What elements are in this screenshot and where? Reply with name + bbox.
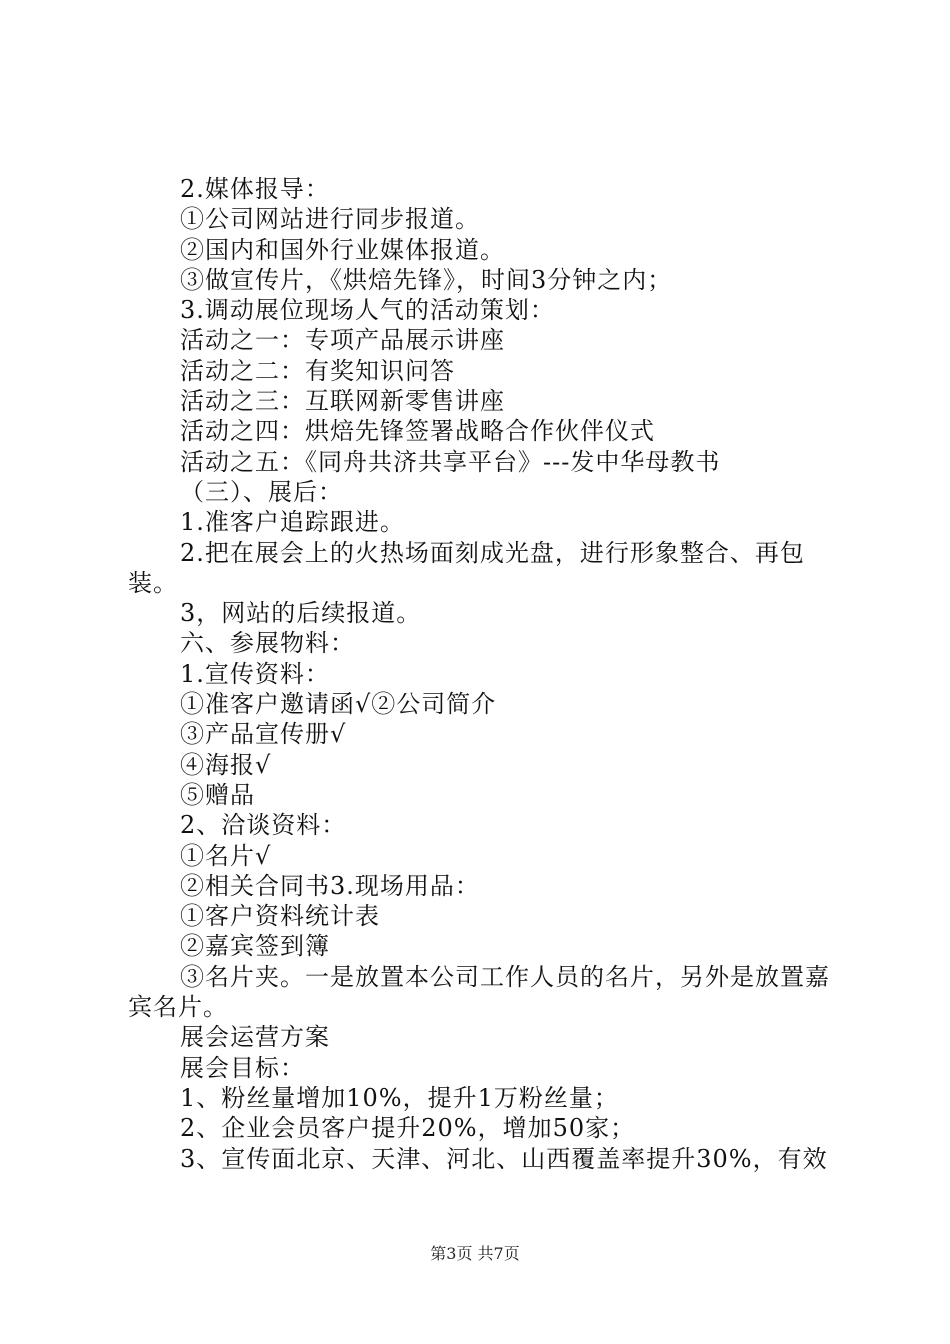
paragraph: 展会运营方案	[180, 1023, 330, 1052]
paragraph: 1、粉丝量增加10%，提升1万粉丝量；	[180, 1083, 619, 1112]
paragraph: 3，网站的后续报道。	[180, 599, 422, 628]
paragraph: ②相关合同书3.现场用品：	[180, 871, 480, 900]
paragraph: ①公司网站进行同步报道。	[180, 205, 480, 234]
paragraph: ②嘉宾签到簿	[180, 932, 330, 961]
paragraph: 活动之二：有奖知识问答	[180, 356, 455, 385]
paragraph: ②国内和国外行业媒体报道。	[180, 235, 505, 264]
paragraph: 3.调动展位现场人气的活动策划：	[180, 296, 555, 325]
paragraph: ①客户资料统计表	[180, 902, 380, 931]
paragraph: 2.媒体报导：	[180, 175, 330, 203]
paragraph: 1.宣传资料：	[180, 659, 330, 688]
paragraph: 展会目标：	[180, 1053, 305, 1082]
paragraph: ④海报√	[180, 750, 272, 779]
paragraph: 2、企业会员客户提升20%，增加50家；	[180, 1114, 636, 1143]
paragraph: ③产品宣传册√	[180, 720, 347, 749]
paragraph: ①准客户邀请函√②公司简介	[180, 690, 497, 719]
paragraph: 活动之四：烘焙先锋签署战略合作伙伴仪式	[180, 417, 655, 446]
paragraph: 活动之三：互联网新零售讲座	[180, 387, 505, 416]
paragraph: 2、洽谈资料：	[180, 811, 347, 840]
document-body	[128, 174, 834, 1174]
page-footer	[0, 1244, 950, 1264]
page-indicator: 第3页 共7页	[430, 1244, 520, 1263]
paragraph: 1.准客户追踪跟进。	[180, 508, 405, 537]
paragraph: ③做宣传片，《烘焙先锋》，时间3分钟之内；	[180, 265, 673, 294]
paragraph: ③名片夹。一是放置本公司工作人员的名片，另外是放置嘉宾名片。	[128, 962, 830, 1022]
paragraph: ⑤赠品	[180, 780, 255, 809]
paragraph: ①名片√	[180, 841, 272, 870]
paragraph: 3、宣传面北京、天津、河北、山西覆盖率提升30%，有效	[180, 1144, 828, 1173]
paragraph: 活动之五：《同舟共济共享平台》---发中华母教书	[180, 447, 721, 476]
paragraph: 活动之一：专项产品展示讲座	[180, 326, 505, 355]
paragraph: 2.把在展会上的火热场面刻成光盘，进行形象整合、再包装。	[128, 538, 805, 597]
paragraph: （三）、展后：	[180, 477, 343, 506]
paragraph: 六、参展物料：	[180, 629, 355, 658]
